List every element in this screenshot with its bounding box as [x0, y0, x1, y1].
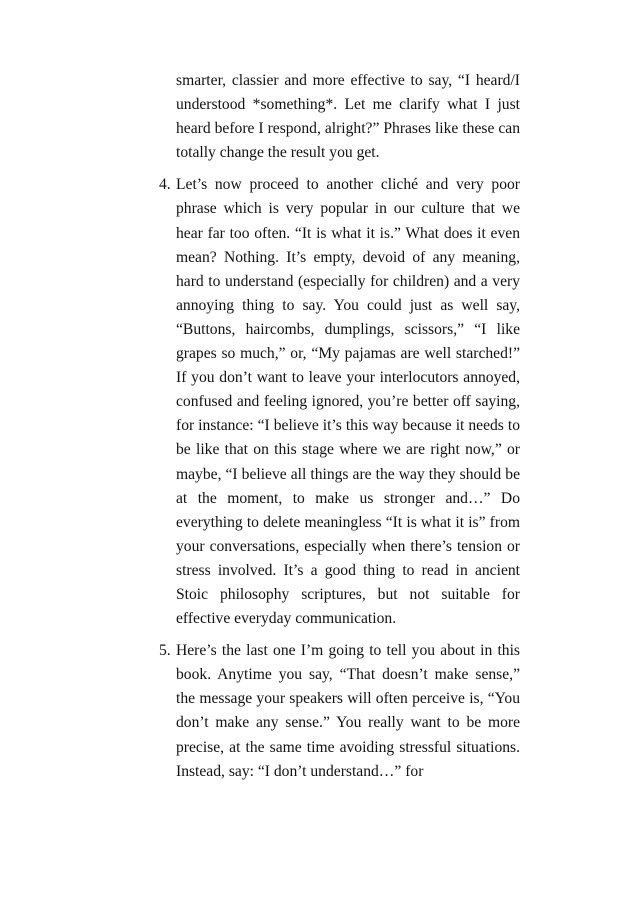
list-item-4 [159, 173, 520, 631]
list-item-text: Let’s now proceed to another cliché and very poor phrase which is very popular in our culture that we hear far too often. “It is what it is.” What does it even mean? Nothing. It’s empty, devoid of any meaning, hard to understand (especially for children) and a very annoying thing to say. You could just as well say, “Buttons, haircombs, dumplings, scissors,” “I like grapes so much,” or, “My pajamas are well starched!” If you don’t want to leave your interlocutors annoyed, confused and feeling ignored, you’re better off saying, for instance: “I believe it’s this way because it needs to be like that on this stage where we are right now,” or maybe, “I believe all things are the way they should be at the moment, to make us stronger and…” Do everything to delete meaningless “It is what it is” from your conversations, especially when there’s tension or stress involved. It’s a good thing to read in ancient Stoic philosophy scriptures, but not suitable for effective everyday communication. [176, 176, 520, 628]
list-number: 5. [159, 642, 171, 660]
list-item-text: Here’s the last one I’m going to tell you about in this book. Anytime you say, “That doesn’t make sense,” the message your speakers will often perceive is, “You don’t make any sense.” You really want to be more precise, at the same time avoiding stressful situations. Instead, say: “I don’t understand…” for [176, 642, 520, 780]
list-number: 4. [159, 176, 171, 194]
list-item-5 [159, 639, 520, 784]
continuation-paragraph: smarter, classier and more effective to say, “I heard/I understood *something*. Let me clarify what I just heard before I respond, alright?” Phrases like these can totally change the result you get. [176, 72, 520, 162]
page-body [159, 69, 520, 784]
